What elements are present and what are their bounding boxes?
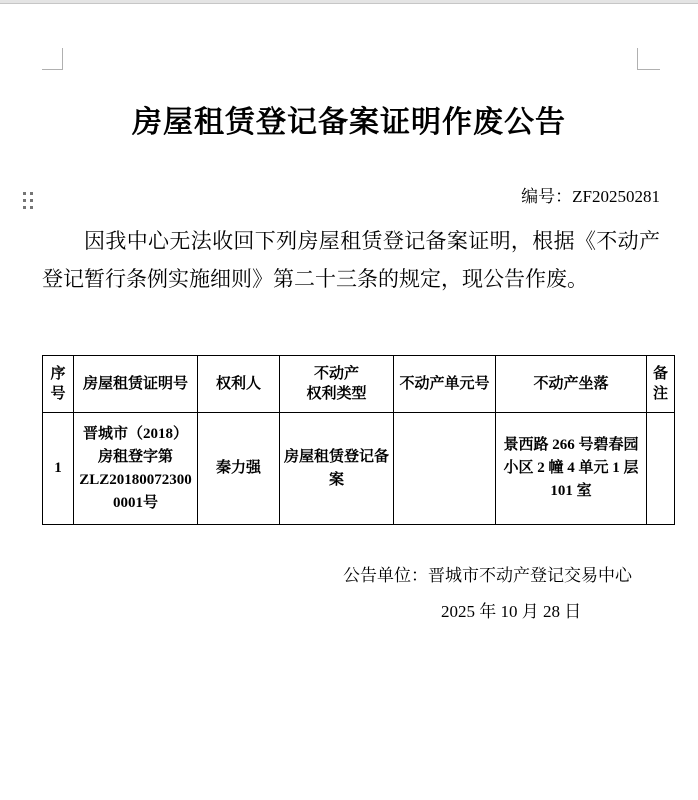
header-seq: 序号 bbox=[43, 356, 74, 413]
margin-crop-mark-right-icon bbox=[637, 48, 660, 70]
cell-right-type: 房屋租赁登记备案 bbox=[280, 413, 394, 525]
table-row bbox=[43, 413, 675, 525]
header-remark: 备注 bbox=[647, 356, 675, 413]
doc-number: 编号：ZF20250281 bbox=[521, 187, 660, 206]
announcement-table bbox=[42, 355, 675, 525]
body-paragraph: 因我中心无法收回下列房屋租赁登记备案证明，根据《不动产登记暂行条例实施细则》第二十三条的规定，现公告作废。 bbox=[42, 229, 660, 291]
cell-remark bbox=[647, 413, 675, 525]
announcer-line: 公告单位：晋城市不动产登记交易中心 bbox=[343, 566, 632, 585]
cell-holder: 秦力强 bbox=[198, 413, 280, 525]
cell-location: 景西路 266 号碧春园小区 2 幢 4 单元 1 层 101 室 bbox=[496, 413, 647, 525]
page-title: 房屋租赁登记备案证明作废公告 bbox=[132, 106, 566, 139]
header-right-type bbox=[280, 356, 394, 413]
header-unit-no: 不动产单元号 bbox=[394, 356, 496, 413]
margin-crop-mark-left-icon bbox=[42, 48, 63, 70]
window-top-edge bbox=[0, 0, 698, 4]
header-holder: 权利人 bbox=[198, 356, 280, 413]
header-location: 不动产坐落 bbox=[496, 356, 647, 413]
header-cert-no: 房屋租赁证明号 bbox=[74, 356, 198, 413]
cell-unit-no bbox=[394, 413, 496, 525]
header-right-type-line2: 权利类型 bbox=[306, 386, 367, 402]
cell-cert-no: 晋城市（2018）房租登字第ZLZ201800723000001号 bbox=[74, 413, 198, 525]
cell-seq: 1 bbox=[43, 413, 74, 525]
header-right-type-line1: 不动产 bbox=[313, 366, 359, 382]
table-header-row bbox=[43, 356, 675, 413]
date-line: 2025 年 10 月 28 日 bbox=[441, 602, 582, 621]
